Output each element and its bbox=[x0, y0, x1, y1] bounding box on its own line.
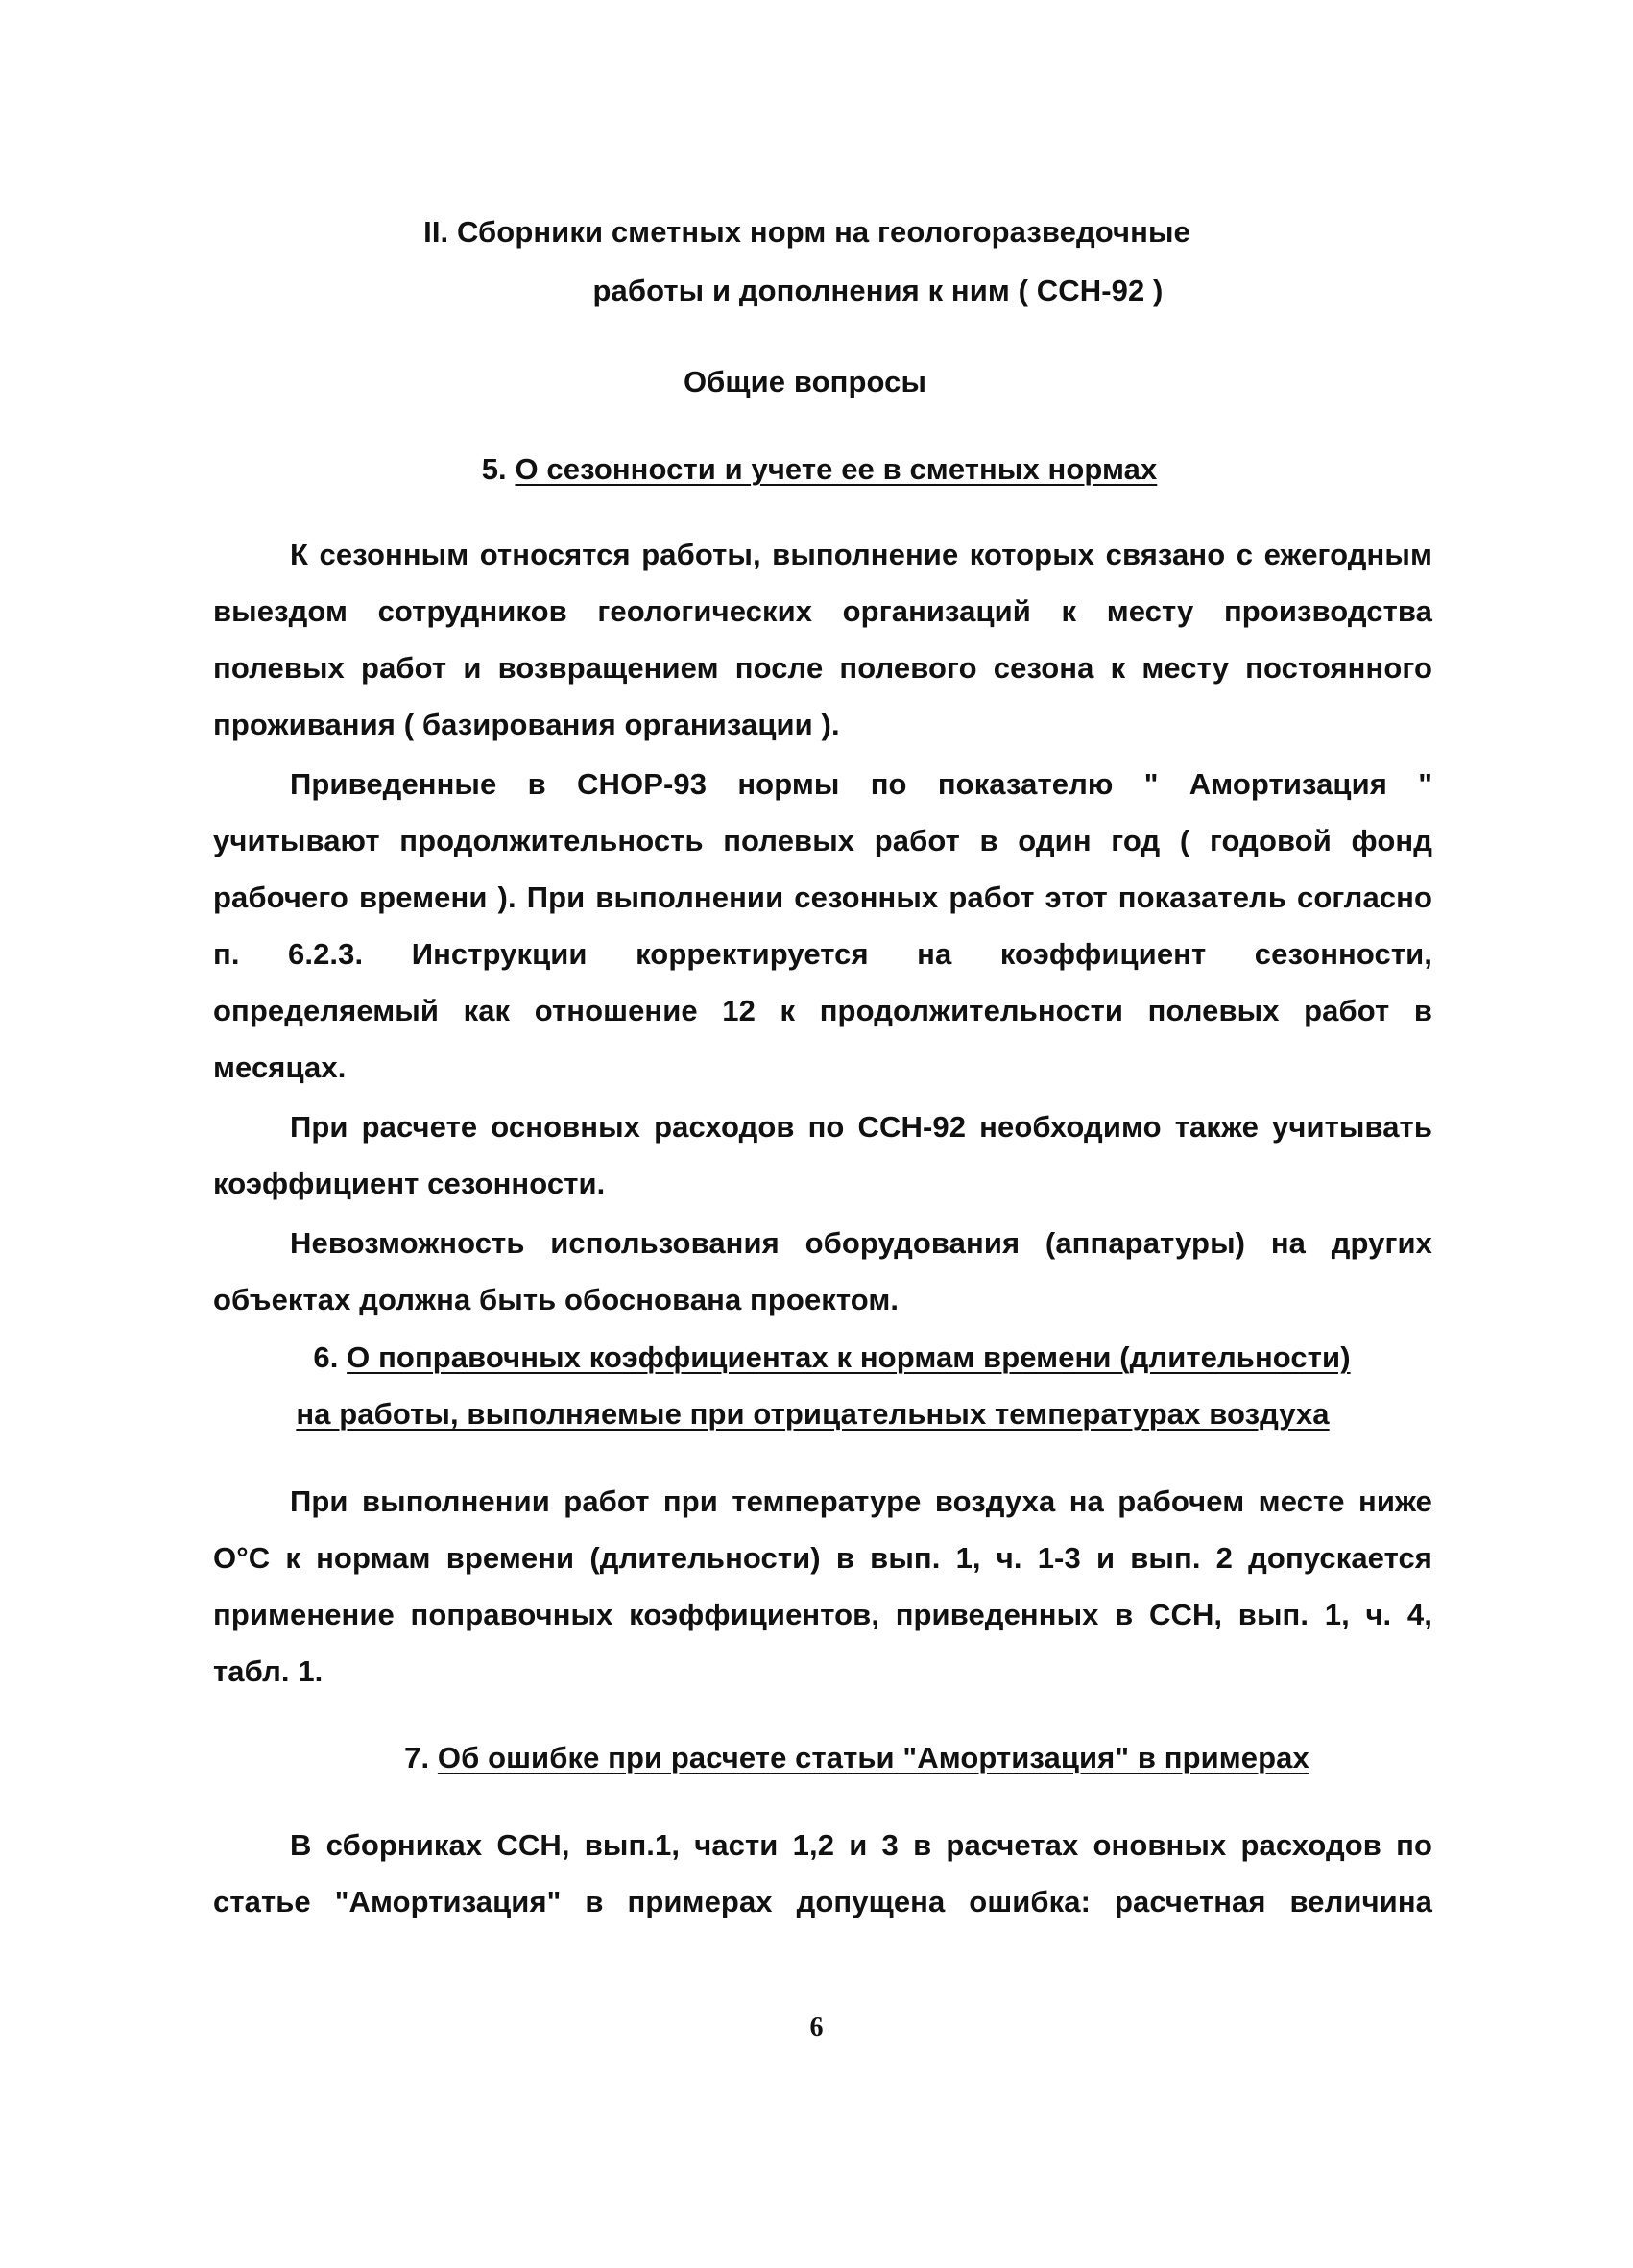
subheading bbox=[0, 363, 1633, 401]
section-6-line-3: применение поправочных коэффициентов, приведенных в ССН, вып. 1, ч. 4, bbox=[213, 1598, 1432, 1631]
section-6-title-text-2: на работы, выполняемые при отрицательных температурах воздуха bbox=[296, 1397, 1330, 1431]
section-6-line-2: О°С к нормам времени (длительности) в вып. 1, ч. 1-3 и вып. 2 допускается bbox=[213, 1541, 1432, 1575]
subheading-text: Общие вопросы bbox=[683, 365, 927, 398]
section-5-line-11: При расчете основных расходов по ССН-92 необходимо также учитывать bbox=[290, 1110, 1432, 1144]
heading-line-2 bbox=[0, 272, 1633, 310]
section-7-title bbox=[0, 1739, 1633, 1777]
section-5-line-5: Приведенные в СНОР-93 нормы по показателю " Амортизация " bbox=[290, 767, 1432, 801]
section-5-line-9: определяемый как отношение 12 к продолжительности полевых работ в bbox=[213, 994, 1432, 1027]
heading-line-1 bbox=[0, 213, 1633, 252]
heading-line-2-text: работы и дополнения к ним ( ССН-92 ) bbox=[592, 274, 1164, 307]
heading-line-1-text: II. Сборники сметных норм на геологоразведочные bbox=[423, 215, 1190, 249]
section-6-title-text-1: О поправочных коэффициентах к нормам времени (длительности) bbox=[347, 1340, 1351, 1374]
section-5-line-1: К сезонным относятся работы, выполнение которых связано с ежегодным bbox=[290, 538, 1432, 571]
section-5-line-3: полевых работ и возвращением после полевого сезона к месту постоянного bbox=[213, 651, 1432, 685]
section-6-number: 6. bbox=[313, 1340, 348, 1374]
section-5-title-text: О сезонности и учете ее в сметных нормах bbox=[515, 452, 1158, 486]
section-5-line-13: Невозможность использования оборудования (аппаратуры) на других bbox=[290, 1226, 1432, 1260]
section-5-number: 5. bbox=[481, 452, 516, 486]
page-number: 6 bbox=[809, 2013, 824, 2042]
section-5-line-4: проживания ( базирования организации ). bbox=[213, 708, 840, 741]
section-6-line-4: табл. 1. bbox=[213, 1654, 324, 1688]
section-5-line-10: месяцах. bbox=[213, 1050, 347, 1084]
section-5-line-14: объектах должна быть обоснована проектом. bbox=[213, 1283, 900, 1316]
section-6-title-line-1 bbox=[0, 1339, 1633, 1377]
section-6-line-1: При выполнении работ при температуре воздуха на рабочем месте ниже bbox=[290, 1484, 1432, 1518]
section-5-title bbox=[0, 450, 1633, 489]
section-7-title-text: Об ошибке при расчете статьи "Амортизация" в примерах bbox=[437, 1741, 1309, 1774]
section-5-line-2: выездом сотрудников геологических организаций к месту производства bbox=[213, 594, 1432, 628]
section-7-number: 7. bbox=[404, 1741, 438, 1774]
section-7-line-2: статье "Амортизация" в примерах допущена ошибка: расчетная величина bbox=[213, 1885, 1432, 1918]
section-5-line-6: учитывают продолжительность полевых работ в один год ( годовой фонд bbox=[213, 824, 1432, 857]
section-5-line-12: коэффициент сезонности. bbox=[213, 1167, 606, 1200]
section-6-title-line-2 bbox=[0, 1395, 1633, 1434]
section-7-line-1: В сборниках ССН, вып.1, части 1,2 и 3 в расчетах оновных расходов по bbox=[290, 1828, 1432, 1862]
section-5-line-7: рабочего времени ). При выполнении сезонных работ этот показатель согласно bbox=[213, 881, 1432, 914]
section-5-line-8: п. 6.2.3. Инструкции корректируется на коэффициент сезонности, bbox=[213, 937, 1432, 971]
